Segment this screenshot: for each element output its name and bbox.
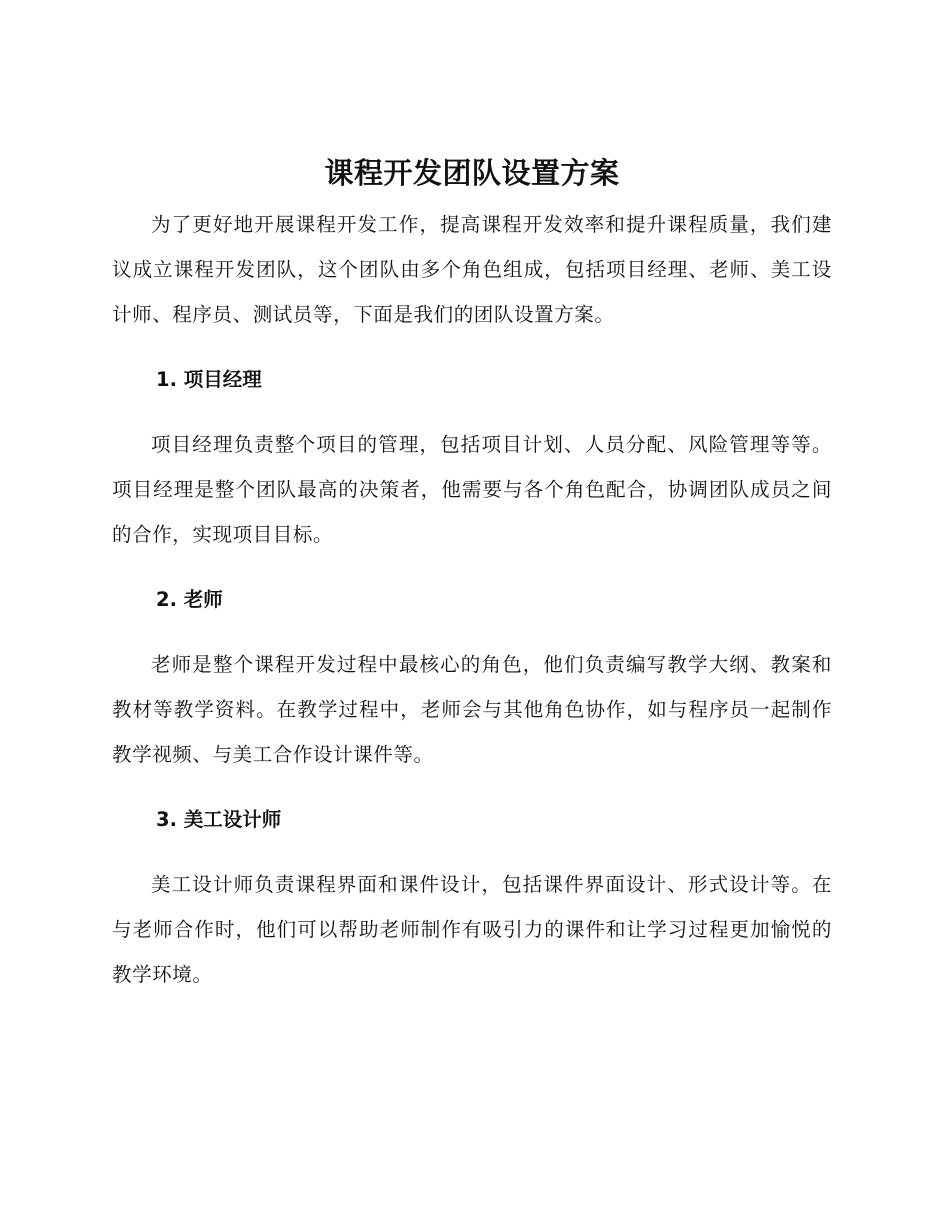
section-heading-art-designer: 3. 美工设计师 <box>156 808 282 831</box>
intro-paragraph: 为了更好地开展课程开发工作，提高课程开发效率和提升课程质量，我们建议成立课程开发团队，这个团队由多个角色组成，包括项目经理、老师、美工设计师、程序员、测试员等，下面是我们的团队设置方案。 <box>112 213 832 326</box>
section-heading-project-manager: 1. 项目经理 <box>156 368 262 391</box>
section-body-teacher: 老师是整个课程开发过程中最核心的角色，他们负责编写教学大纲、教案和教材等教学资料。在教学过程中，老师会与其他角色协作，如与程序员一起制作教学视频、与美工合作设计课件等。 <box>112 653 832 766</box>
document-title: 课程开发团队设置方案 <box>324 156 620 190</box>
section-body-project-manager: 项目经理负责整个项目的管理，包括项目计划、人员分配、风险管理等等。项目经理是整个团队最高的决策者，他需要与各个角色配合，协调团队成员之间的合作，实现项目目标。 <box>112 433 832 546</box>
section-body-art-designer: 美工设计师负责课程界面和课件设计，包括课件界面设计、形式设计等。在与老师合作时，他们可以帮助老师制作有吸引力的课件和让学习过程更加愉悦的教学环境。 <box>112 873 832 986</box>
section-heading-teacher: 2. 老师 <box>156 588 223 611</box>
document-content <box>112 150 832 1017</box>
